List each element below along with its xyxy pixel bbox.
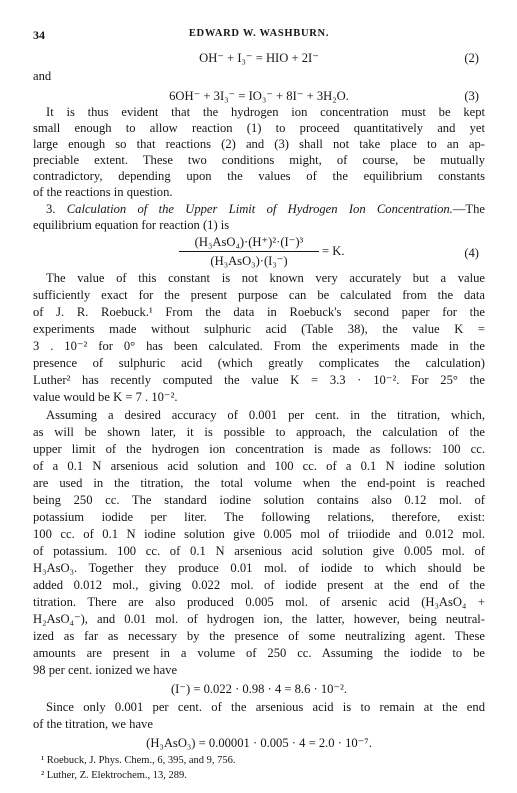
fraction-bar: [179, 251, 319, 252]
equation-4-rhs: = K.: [322, 244, 345, 258]
section-number: 3.: [46, 202, 56, 216]
paragraph-line: small enough to allow reaction (1) to proceed quantitatively and yet: [33, 121, 485, 135]
section-3-line-2: equilibrium equation for reaction (1) is: [33, 218, 230, 232]
paragraph-line: 98 per cent. ionized we have: [33, 663, 178, 677]
paragraph-line: being 250 cc. The standard iodine solution contains also 0.12 mol. of: [33, 493, 485, 507]
paragraph-line: preciable extent. These two conditions might, of course, be mutually: [33, 153, 485, 167]
footnote-1: ¹ Roebuck, J. Phys. Chem., 6, 395, and 9, 756.: [41, 755, 236, 766]
paragraph-line: of a 0.1 N arsenious acid solution and 100 cc. of a 0.1 N iodine solution: [33, 459, 485, 473]
paragraph-line: of the reactions in question.: [33, 185, 173, 199]
paragraph-line: added 0.012 mol., giving 0.022 mol. of iodide present at the end of the: [33, 578, 485, 592]
paragraph-line: 3 . 10⁻² for 0° has been calculated. From the experiments made in the: [33, 339, 485, 353]
and-word: and: [33, 69, 52, 83]
equation-4-number: (4): [464, 246, 479, 260]
paragraph-line: are used in the titration, the total volume when the end-point is reached: [33, 476, 485, 490]
paragraph-line: of the titration, we have: [33, 717, 153, 731]
paragraph-line: large enough so that reactions (2) and (3) shall not take place to an ap-: [33, 137, 485, 151]
running-title: EDWARD W. WASHBURN.: [188, 28, 330, 39]
paragraph-line: experiments made without sulphuric acid (Table 38), the value K =: [33, 322, 485, 336]
paragraph-line: It is thus evident that the hydrogen ion concentration must be kept: [46, 105, 485, 119]
equation-iodide: (I⁻) = 0.022 · 0.98 · 4 = 8.6 · 10⁻².: [170, 682, 348, 696]
paragraph-line: Since only 0.001 per cent. of the arsenious acid is to remain at the end: [46, 700, 485, 714]
section-heading-rest: —The: [452, 202, 486, 216]
footnote-2: ² Luther, Z. Elektrochem., 13, 289.: [41, 770, 187, 781]
equation-3: [33, 88, 485, 104]
paragraph-line: of J. R. Roebuck.¹ From the data in Roebuck's second paper for the: [33, 305, 485, 319]
section-heading: Calculation of the Upper Limit of Hydrogen Ion Concentration.: [66, 202, 453, 216]
paragraph-line: Luther² has recently computed the value K = 3.3 · 10⁻². For 25° the: [33, 373, 485, 387]
page-number: 34: [33, 28, 45, 42]
paragraph-line: value would be K = 7 . 10⁻².: [33, 390, 178, 404]
equation-2-number: (2): [464, 51, 479, 65]
paragraph-line: Assuming a desired accuracy of 0.001 per cent. in the titration, which,: [46, 408, 485, 422]
paragraph-line: H₂AsO₄⁻), and 0.01 mol. of hydrogen ion, the latter, however, being neutral-: [33, 612, 485, 626]
paragraph-line: presence of sulphuric acid (which greatly complicates the calculation): [33, 356, 485, 370]
paragraph-line: amounts are present in a volume of 250 cc. Assuming the iodide to be: [33, 646, 485, 660]
paragraph-line: The value of this constant is not known very accurately but a value: [46, 271, 485, 285]
paragraph-line: 100 cc. of 0.1 N iodine solution give 0.005 mol of triiodide and 0.012 mol.: [33, 527, 485, 541]
equation-4-denominator: (H₃AsO₃)·(I₃⁻): [210, 254, 288, 268]
equation-4-fraction: [179, 234, 319, 269]
paragraph-line: potassium iodide per liter. The following relations, therefore, exist:: [33, 510, 485, 524]
equation-4-numerator: (H₃AsO₄)·(H⁺)²·(I⁻)³: [194, 235, 304, 249]
paragraph-line: contradictory, depending upon the values of the equilibrium constants: [33, 169, 485, 183]
equation-2-text: OH⁻ + I₃⁻ = HIO + 2I⁻: [199, 51, 319, 65]
equation-3-text: 6OH⁻ + 3I₃⁻ = IO₃⁻ + 8I⁻ + 3H₂O.: [169, 89, 349, 103]
equation-3-number: (3): [464, 89, 479, 103]
paragraph-line: sufficiently exact for the present purpose can be calculated from the data: [33, 288, 485, 302]
equation-arsenious: (H₃AsO₃) = 0.00001 · 0.005 · 4 = 2.0 · 10⁻⁷.: [146, 736, 372, 750]
equation-2: [33, 50, 485, 66]
section-3-heading-line: [33, 201, 485, 217]
paragraph-line: ized as far as necessary by the presence of some neutralizing agent. These: [33, 629, 485, 643]
paragraph-line: upper limit of the hydrogen ion concentration is made as follows: 100 cc.: [33, 442, 485, 456]
paragraph-line: of potassium. 100 cc. of 0.1 N arsenious acid solution give 0.005 mol. of: [33, 544, 485, 558]
paragraph-line: titration. There are also produced 0.005 mol. of arsenic acid (H₃AsO₄ +: [33, 595, 485, 609]
paragraph-line: H₃AsO₃. Together they produce 0.01 mol. of iodide to which should be: [33, 561, 485, 575]
paragraph-line: as will be shown later, it is possible to approach, the calculation of the: [33, 425, 485, 439]
